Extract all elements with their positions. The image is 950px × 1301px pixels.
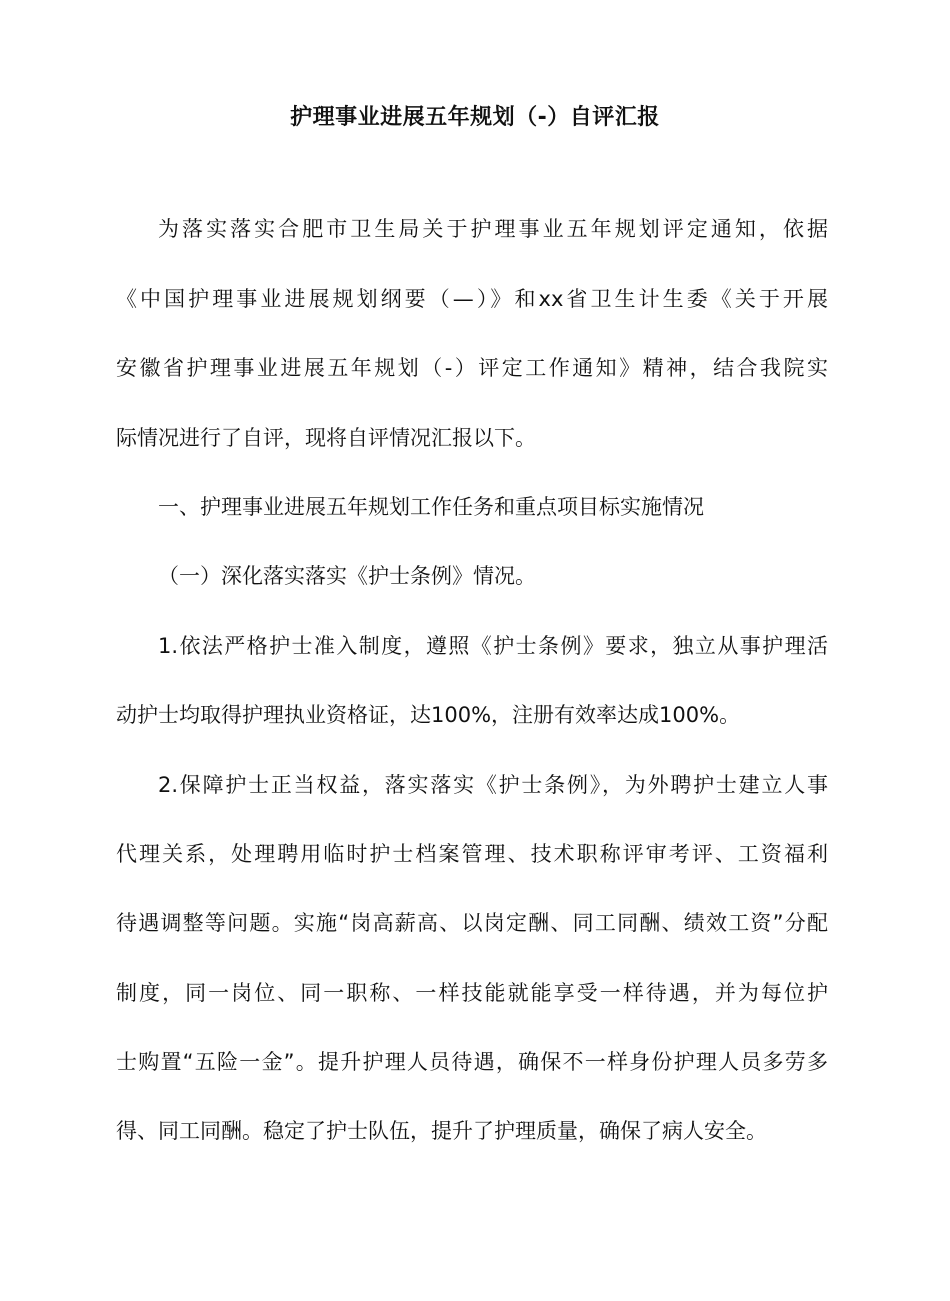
paragraph-1-line-3: 安徽省护理事业进展五年规划（-）评定工作通知》精神，结合我院实	[116, 356, 828, 380]
item-2-line-3: 待遇调整等问题。实施“岗高薪高、以岗定酬、同工同酬、绩效工资”分配	[116, 911, 828, 935]
item-2-line-6: 得、同工同酬。稳定了护士队伍，提升了护理质量，确保了病人安全。	[116, 1119, 767, 1143]
item-2-line-5: 士购置“五险一金”。提升护理人员待遇，确保不一样身份护理人员多劳多	[116, 1050, 828, 1074]
document-title: 护理事业进展五年规划（-）自评汇报	[290, 105, 660, 130]
paragraph-1-line-2: 《中国护理事业进展规划纲要（—）》和xx省卫生计生委《关于开展	[116, 287, 828, 311]
subsection-heading-1: （一）深化落实落实《护士条例》情况。	[158, 564, 536, 588]
paragraph-1-line-4: 际情况进行了自评，现将自评情况汇报以下。	[116, 426, 536, 450]
item-2-line-2: 代理关系，处理聘用临时护士档案管理、技术职称评审考评、工资福利	[116, 842, 828, 866]
section-heading-1: 一、护理事业进展五年规划工作任务和重点项目标实施情况	[158, 495, 704, 519]
item-1-line-1: 1.依法严格护士准入制度，遵照《护士条例》要求，独立从事护理活	[158, 634, 828, 658]
item-2-line-1: 2.保障护士正当权益，落实落实《护士条例》，为外聘护士建立人事	[158, 773, 828, 797]
item-1-line-2: 动护士均取得护理执业资格证，达100%，注册有效率达成100%。	[116, 703, 741, 727]
item-2-line-4: 制度，同一岗位、同一职称、一样技能就能享受一样待遇，并为每位护	[116, 981, 828, 1005]
paragraph-1-line-1: 为落实落实合肥市卫生局关于护理事业五年规划评定通知，依据	[158, 217, 828, 241]
